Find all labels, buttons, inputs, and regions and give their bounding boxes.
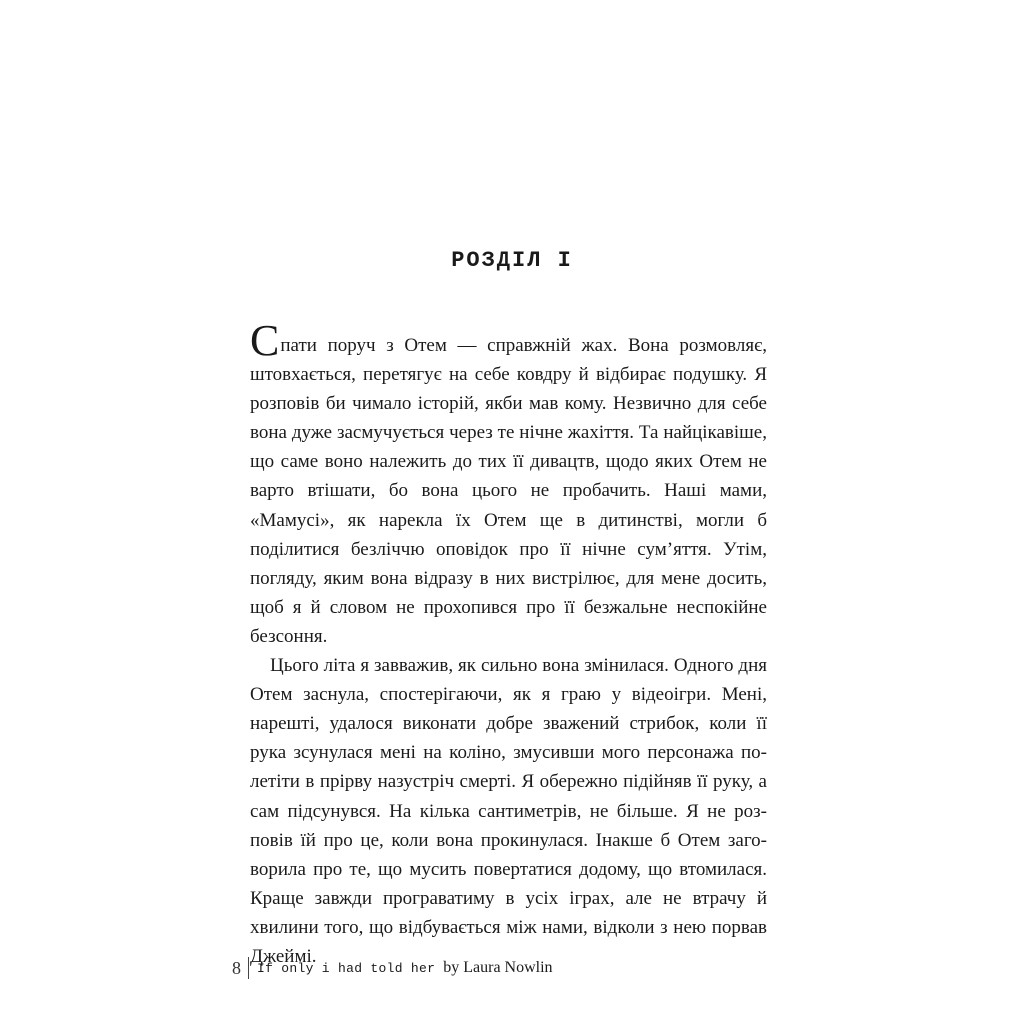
page-footer [232,955,553,981]
footer-divider [248,957,249,979]
chapter-body [250,316,767,971]
drop-cap: С [250,316,280,365]
paragraph-2: Цього літа я завважив, як сильно вона змінилася. Одного дня Отем заснула, спостерігаючи, як я граю у відеоігри. Мені, нарешті, удалося виконати добре зважений стрибок, коли її рука зсунулася мені на коліно, змусивши мого персонажа полетіти в прірву назустріч смерті. Я обережно підійняв її руку, а сам підсунувся. На кілька сантиметрів, не більше. Я не розповів їй про це, коли вона прокинулася. Інакше б Отем заговорила про те, що мусить повертатися додому, що втомилася. Краще завжди програватиму в усіх іграх, але не втрачу й хвилини того, що відбувається між нами, відколи з нею порвав Джеймі. [250,655,767,967]
paragraph-1-text: пати поруч з Отем — справжній жах. Вона розмовляє, штовхається, перетягує на себе ковдру й відбирає подушку. Я розповів би чимало історій, якби мав кому. Незвично для себе вона дуже засмучується через те нічне жахіття. Та найцікавіше, що саме воно належить до тих її дивацтв, щодо яких Отем не варто втішати, бо вона цього не пробачить. Наші мами, «Мамусі», як нарекла їх Отем ще в дитинстві, могли б поділитися безліччю оповідок про її нічне сум’яття. Утім, погляду, яким вона відразу в них вистрілює, для мене досить, щоб я й словом не прохопився про її безжальне неспокійне безсоння. [250,335,767,647]
paragraph-1 [250,316,767,651]
running-author: by Laura Nowlin [443,959,553,976]
page-number: 8 [232,957,241,978]
running-book-title: If only i had told her [257,960,436,976]
chapter-title: РОЗДІЛ I [451,248,573,273]
